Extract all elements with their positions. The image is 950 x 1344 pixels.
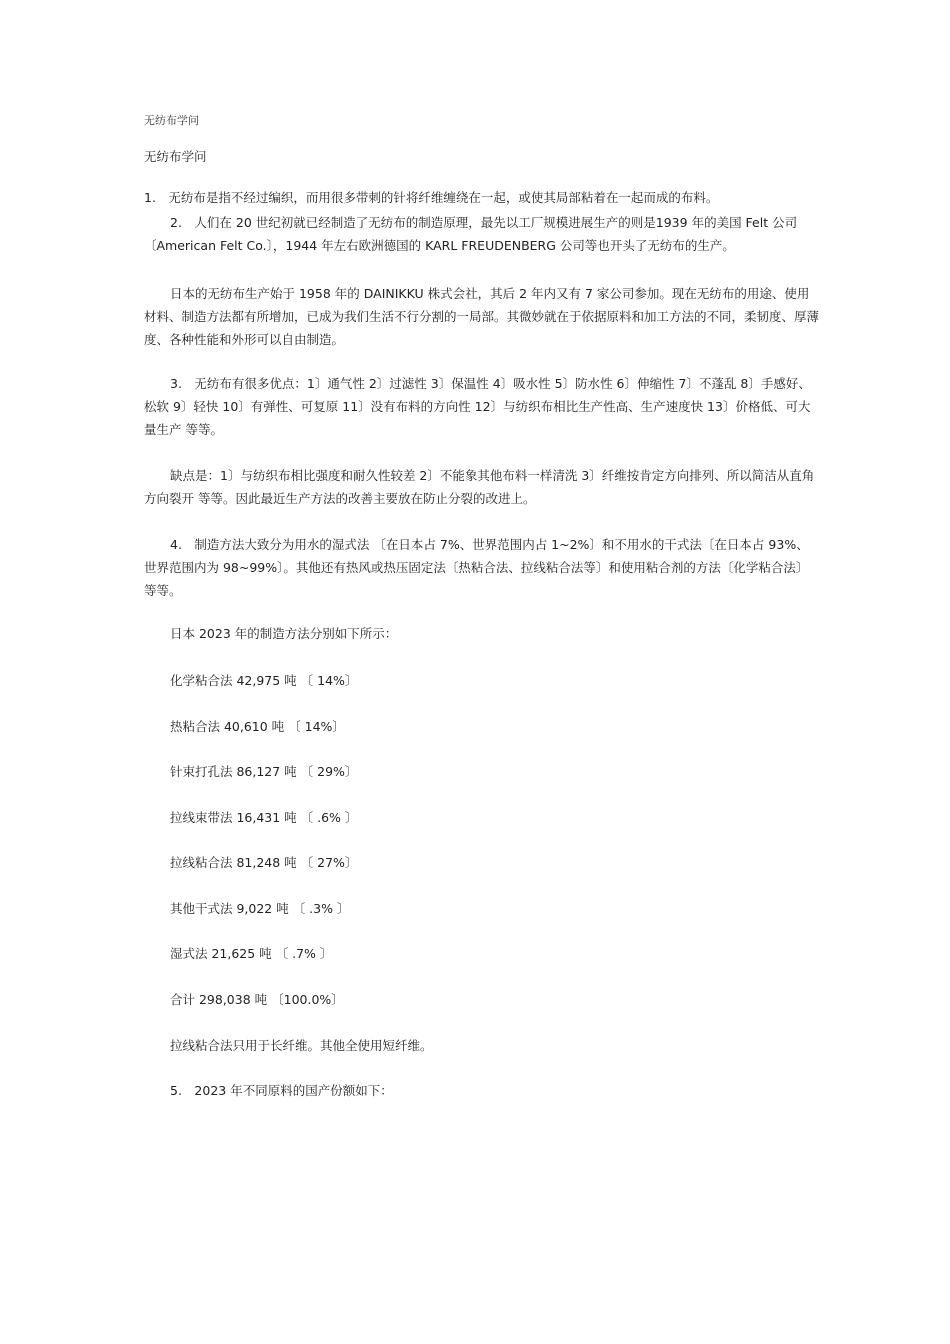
note: 拉线粘合法只用于长纤维。其他全使用短纤维。: [170, 1038, 433, 1053]
methods-intro: 日本 2023 年的制造方法分别如下所示：: [170, 626, 398, 641]
method-item: 热粘合法 40,610 吨 〔 14%〕: [170, 719, 345, 734]
method-item: 湿式法 21,625 吨 〔 .7% 〕: [170, 946, 333, 961]
document-title: 无纺布学问: [144, 149, 207, 164]
paragraph-6: 4. 制造方法大致分为用水的湿式法 〔在日本占 7%、世界范围内占 1~2%〕和不用水的干式法〔在日本占 93%、世界范围内为 98~99%〕。其他还有热风或热压固定法〔热粘合法、拉线粘合法等〕和使用粘合剂的方法〔化学粘合法〕 等等。: [144, 537, 813, 598]
section-5-heading: 5. 2023 年不同原料的国产份额如下：: [170, 1083, 393, 1098]
paragraph-4: 3. 无纺布有很多优点：1〕通气性 2〕过滤性 3〕保温性 4〕吸水性 5〕防水性 6〕伸缩性 7〕不蓬乱 8〕手感好、松软 9〕轻快 10〕有弹性、可复原 11〕没有布料的方向性 12〕与纺织布相比生产性高、生产速度快 13〕价格低、可大量生产 等等。: [144, 376, 811, 437]
paragraph-3: 日本的无纺布生产始于 1958 年的 DAINIKKU 株式会社，其后 2 年内又有 7 家公司参加。现在无纺布的用途、使用材料、制造方法都有所增加，已成为我们生活不行分割的一局部。其微妙就在于依据原料和加工方法的不同，柔韧度、厚薄度、各种性能和外形可以自由制造。: [144, 286, 820, 347]
page-header: 无纺布学问: [144, 114, 199, 127]
paragraph-2: 2. 人们在 20 世纪初就已经制造了无纺布的制造原理，最先以工厂规模进展生产的则是1939 年的美国 Felt 公司〔American Felt Co.〕，1944 年左右欧洲德国的 KARL FREUDENBERG 公司等也开头了无纺布的生产。: [144, 215, 798, 253]
method-total: 合计 298,038 吨 〔100.0%〕: [170, 992, 344, 1007]
method-item: 拉线粘合法 81,248 吨 〔 27%〕: [170, 855, 358, 870]
method-item: 针束打孔法 86,127 吨 〔 29%〕: [170, 764, 358, 779]
method-item: 化学粘合法 42,975 吨 〔 14%〕: [170, 673, 358, 688]
method-item: 拉线束带法 16,431 吨 〔 .6% 〕: [170, 810, 358, 825]
method-item: 其他干式法 9,022 吨 〔 .3% 〕: [170, 901, 350, 916]
paragraph-1: 1. 无纺布是指不经过编织，而用很多带刺的针将纤维缠绕在一起，或使其局部粘着在一起而成的布料。: [144, 190, 719, 205]
paragraph-5: 缺点是：1〕与纺织布相比强度和耐久性较差 2〕不能象其他布料一样清洗 3〕纤维按肯定方向排列、所以简洁从直角方向裂开 等等。因此最近生产方法的改善主要放在防止分裂的改进上。: [144, 468, 815, 506]
